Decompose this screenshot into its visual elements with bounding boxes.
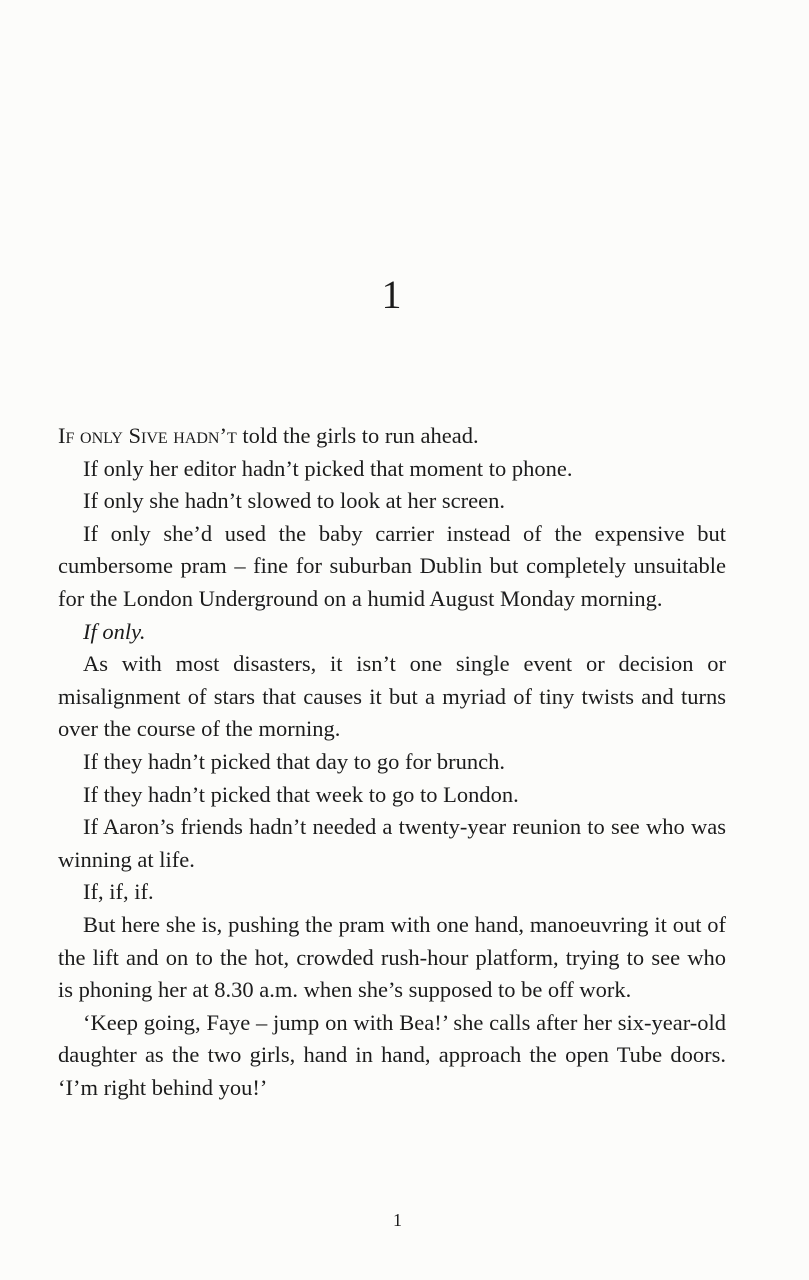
opening-small-caps: If only Sive hadn’t — [58, 423, 237, 448]
paragraph: If they hadn’t picked that day to go for brunch. — [83, 748, 505, 774]
chapter-body — [58, 420, 726, 1104]
paragraph: If Aaron’s friends hadn’t needed a twenty-year reunion to see who was winning at life. — [58, 814, 726, 872]
paragraph: But here she is, pushing the pram with one hand, manoeuvring it out of the lift and on to the hot, crowded rush-hour platform, trying to see who is phoning her at 8.30 a.m. when she’s supposed to be off work. — [58, 911, 726, 1003]
paragraph: If only her editor hadn’t picked that moment to phone. — [83, 455, 573, 481]
paragraph: If they hadn’t picked that week to go to London. — [83, 781, 519, 807]
paragraph-italic: If only. — [83, 618, 146, 644]
paragraph: If, if, if. — [83, 879, 154, 905]
paragraph: If only she hadn’t slowed to look at her screen. — [83, 488, 505, 514]
opening-text: told the girls to run ahead. — [236, 423, 479, 448]
page-number: 1 — [393, 1210, 402, 1230]
paragraph-opening — [58, 420, 726, 453]
paragraph: ‘Keep going, Faye – jump on with Bea!’ she calls after her six-year-old daughter as the two girls, hand in hand, approach the open Tube doors. ‘I’m right behind you!’ — [58, 1009, 726, 1100]
paragraph: As with most disasters, it isn’t one single event or decision or misalignment of stars that causes it but a myriad of tiny twists and turns over the course of the morning. — [58, 651, 726, 742]
chapter-number: 1 — [381, 271, 402, 317]
paragraph: If only she’d used the baby carrier instead of the expensive but cumbersome pram – fine for suburban Dublin but completely unsuitable for the London Underground on a humid August Monday morning. — [58, 520, 726, 611]
